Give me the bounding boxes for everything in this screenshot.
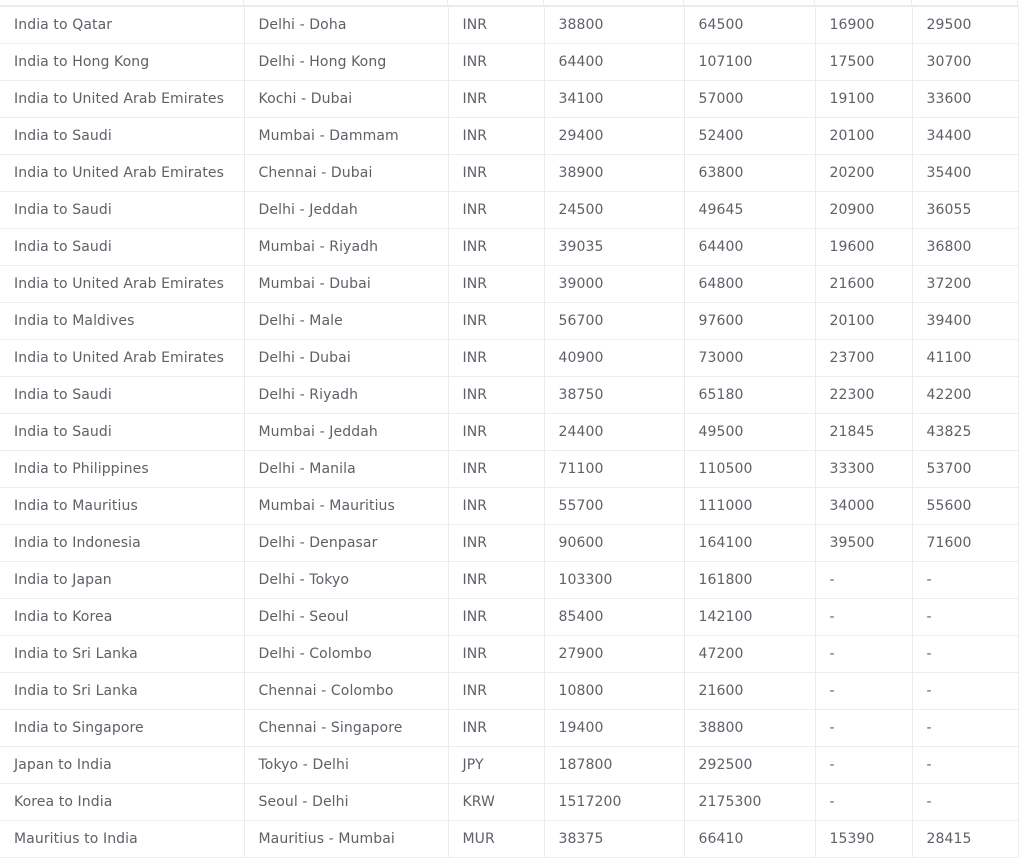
fare-3-cell: 16900	[815, 7, 912, 44]
sector-cell: Mumbai - Jeddah	[244, 414, 448, 451]
fare-4-cell: 71600	[912, 525, 1018, 562]
route-cell: India to Korea	[0, 599, 244, 636]
fare-1-cell: 71100	[544, 451, 684, 488]
table-row	[0, 710, 1018, 747]
fare-4-cell: 34400	[912, 118, 1018, 155]
fare-2-cell: 111000	[684, 488, 815, 525]
fare-2-cell: 64500	[684, 7, 815, 44]
fare-1-cell: 1517200	[544, 784, 684, 821]
currency-cell: INR	[448, 340, 544, 377]
fare-4-cell: 37200	[912, 266, 1018, 303]
fare-4-cell: -	[912, 673, 1018, 710]
route-cell: India to Saudi	[0, 192, 244, 229]
fare-2-cell: 64800	[684, 266, 815, 303]
fare-1-cell: 34100	[544, 81, 684, 118]
fare-4-cell: 30700	[912, 44, 1018, 81]
fare-2-cell: 21600	[684, 673, 815, 710]
fare-3-cell: 20200	[815, 155, 912, 192]
fare-3-cell: 33300	[815, 451, 912, 488]
fare-3-cell: -	[815, 747, 912, 784]
fare-3-cell: -	[815, 562, 912, 599]
fare-3-cell: -	[815, 710, 912, 747]
sector-cell: Delhi - Seoul	[244, 599, 448, 636]
fare-2-cell: 49500	[684, 414, 815, 451]
table-row	[0, 414, 1018, 451]
currency-cell: INR	[448, 266, 544, 303]
sector-cell: Delhi - Tokyo	[244, 562, 448, 599]
fare-4-cell: -	[912, 784, 1018, 821]
fare-2-cell: 57000	[684, 81, 815, 118]
fare-4-cell: 41100	[912, 340, 1018, 377]
route-cell: India to Saudi	[0, 118, 244, 155]
route-cell: India to Sri Lanka	[0, 636, 244, 673]
fare-4-cell: 55600	[912, 488, 1018, 525]
sector-cell: Delhi - Doha	[244, 7, 448, 44]
fare-4-cell: -	[912, 636, 1018, 673]
sector-cell: Delhi - Denpasar	[244, 525, 448, 562]
fare-1-cell: 187800	[544, 747, 684, 784]
currency-cell: INR	[448, 303, 544, 340]
currency-cell: INR	[448, 710, 544, 747]
fare-2-cell: 161800	[684, 562, 815, 599]
currency-cell: INR	[448, 7, 544, 44]
fare-4-cell: 39400	[912, 303, 1018, 340]
fare-4-cell: -	[912, 562, 1018, 599]
currency-cell: INR	[448, 155, 544, 192]
fare-4-cell: 36800	[912, 229, 1018, 266]
currency-cell: INR	[448, 636, 544, 673]
fare-2-cell: 66410	[684, 821, 815, 858]
fare-3-cell: 21600	[815, 266, 912, 303]
sector-cell: Seoul - Delhi	[244, 784, 448, 821]
sector-cell: Mumbai - Dubai	[244, 266, 448, 303]
route-cell: India to Maldives	[0, 303, 244, 340]
fare-1-cell: 90600	[544, 525, 684, 562]
route-cell: India to United Arab Emirates	[0, 81, 244, 118]
fare-1-cell: 38800	[544, 7, 684, 44]
table-row	[0, 340, 1018, 377]
route-cell: India to United Arab Emirates	[0, 155, 244, 192]
fare-3-cell: 20900	[815, 192, 912, 229]
currency-cell: INR	[448, 81, 544, 118]
route-cell: India to Saudi	[0, 377, 244, 414]
currency-cell: INR	[448, 599, 544, 636]
fare-3-cell: -	[815, 599, 912, 636]
route-cell: India to United Arab Emirates	[0, 340, 244, 377]
fare-4-cell: 36055	[912, 192, 1018, 229]
currency-cell: INR	[448, 229, 544, 266]
fare-3-cell: 34000	[815, 488, 912, 525]
sector-cell: Tokyo - Delhi	[244, 747, 448, 784]
route-cell: India to Philippines	[0, 451, 244, 488]
table-row	[0, 303, 1018, 340]
sector-cell: Kochi - Dubai	[244, 81, 448, 118]
sector-cell: Mumbai - Dammam	[244, 118, 448, 155]
fare-1-cell: 27900	[544, 636, 684, 673]
fare-1-cell: 24500	[544, 192, 684, 229]
fare-2-cell: 164100	[684, 525, 815, 562]
fare-2-cell: 52400	[684, 118, 815, 155]
sector-cell: Chennai - Colombo	[244, 673, 448, 710]
currency-cell: INR	[448, 488, 544, 525]
fare-1-cell: 38375	[544, 821, 684, 858]
table-row	[0, 7, 1018, 44]
fare-2-cell: 292500	[684, 747, 815, 784]
fare-3-cell: 20100	[815, 118, 912, 155]
fare-1-cell: 19400	[544, 710, 684, 747]
fare-3-cell: 39500	[815, 525, 912, 562]
route-cell: India to United Arab Emirates	[0, 266, 244, 303]
fare-2-cell: 47200	[684, 636, 815, 673]
sector-cell: Delhi - Riyadh	[244, 377, 448, 414]
fare-2-cell: 73000	[684, 340, 815, 377]
sector-cell: Delhi - Jeddah	[244, 192, 448, 229]
fare-4-cell: -	[912, 747, 1018, 784]
fare-2-cell: 65180	[684, 377, 815, 414]
sector-cell: Delhi - Hong Kong	[244, 44, 448, 81]
table-row	[0, 747, 1018, 784]
fare-1-cell: 64400	[544, 44, 684, 81]
fare-table-body	[0, 7, 1018, 858]
fare-1-cell: 103300	[544, 562, 684, 599]
currency-cell: INR	[448, 525, 544, 562]
route-cell: India to Saudi	[0, 414, 244, 451]
route-cell: India to Saudi	[0, 229, 244, 266]
fare-3-cell: 17500	[815, 44, 912, 81]
currency-cell: INR	[448, 377, 544, 414]
fare-2-cell: 142100	[684, 599, 815, 636]
fare-1-cell: 55700	[544, 488, 684, 525]
table-row	[0, 451, 1018, 488]
fare-1-cell: 24400	[544, 414, 684, 451]
currency-cell: INR	[448, 673, 544, 710]
table-row	[0, 192, 1018, 229]
fare-4-cell: -	[912, 599, 1018, 636]
sector-cell: Delhi - Dubai	[244, 340, 448, 377]
sector-cell: Chennai - Dubai	[244, 155, 448, 192]
fare-3-cell: 23700	[815, 340, 912, 377]
currency-cell: MUR	[448, 821, 544, 858]
fare-1-cell: 39035	[544, 229, 684, 266]
table-row	[0, 229, 1018, 266]
fare-3-cell: 15390	[815, 821, 912, 858]
table-row	[0, 118, 1018, 155]
currency-cell: INR	[448, 192, 544, 229]
currency-cell: INR	[448, 562, 544, 599]
route-cell: India to Sri Lanka	[0, 673, 244, 710]
table-row	[0, 673, 1018, 710]
fare-1-cell: 56700	[544, 303, 684, 340]
fare-4-cell: 43825	[912, 414, 1018, 451]
table-row	[0, 599, 1018, 636]
table-row	[0, 636, 1018, 673]
fare-table	[0, 6, 1018, 858]
fare-1-cell: 39000	[544, 266, 684, 303]
fare-2-cell: 64400	[684, 229, 815, 266]
fare-3-cell: 20100	[815, 303, 912, 340]
table-row	[0, 44, 1018, 81]
fare-4-cell: 33600	[912, 81, 1018, 118]
sector-cell: Delhi - Colombo	[244, 636, 448, 673]
route-cell: India to Qatar	[0, 7, 244, 44]
table-row	[0, 155, 1018, 192]
table-row	[0, 562, 1018, 599]
route-cell: Korea to India	[0, 784, 244, 821]
sector-cell: Delhi - Manila	[244, 451, 448, 488]
fare-2-cell: 49645	[684, 192, 815, 229]
fare-3-cell: -	[815, 636, 912, 673]
fare-3-cell: 19600	[815, 229, 912, 266]
fare-4-cell: 53700	[912, 451, 1018, 488]
table-row	[0, 525, 1018, 562]
route-cell: India to Mauritius	[0, 488, 244, 525]
route-cell: Mauritius to India	[0, 821, 244, 858]
currency-cell: JPY	[448, 747, 544, 784]
fare-4-cell: -	[912, 710, 1018, 747]
currency-cell: INR	[448, 414, 544, 451]
sector-cell: Mumbai - Riyadh	[244, 229, 448, 266]
table-row	[0, 784, 1018, 821]
fare-2-cell: 97600	[684, 303, 815, 340]
fare-1-cell: 40900	[544, 340, 684, 377]
sector-cell: Chennai - Singapore	[244, 710, 448, 747]
sector-cell: Mumbai - Mauritius	[244, 488, 448, 525]
fare-1-cell: 10800	[544, 673, 684, 710]
route-cell: India to Hong Kong	[0, 44, 244, 81]
fare-1-cell: 85400	[544, 599, 684, 636]
currency-cell: INR	[448, 44, 544, 81]
fare-3-cell: -	[815, 784, 912, 821]
currency-cell: KRW	[448, 784, 544, 821]
table-row	[0, 488, 1018, 525]
fare-2-cell: 110500	[684, 451, 815, 488]
sector-cell: Delhi - Male	[244, 303, 448, 340]
fare-1-cell: 29400	[544, 118, 684, 155]
table-row	[0, 81, 1018, 118]
fare-3-cell: 19100	[815, 81, 912, 118]
fare-1-cell: 38750	[544, 377, 684, 414]
route-cell: India to Japan	[0, 562, 244, 599]
fare-3-cell: -	[815, 673, 912, 710]
sector-cell: Mauritius - Mumbai	[244, 821, 448, 858]
fare-4-cell: 28415	[912, 821, 1018, 858]
currency-cell: INR	[448, 118, 544, 155]
fare-2-cell: 2175300	[684, 784, 815, 821]
fare-table-container	[0, 6, 1018, 858]
table-row	[0, 266, 1018, 303]
table-row	[0, 821, 1018, 858]
fare-4-cell: 42200	[912, 377, 1018, 414]
route-cell: Japan to India	[0, 747, 244, 784]
fare-4-cell: 35400	[912, 155, 1018, 192]
fare-2-cell: 38800	[684, 710, 815, 747]
fare-4-cell: 29500	[912, 7, 1018, 44]
fare-1-cell: 38900	[544, 155, 684, 192]
fare-3-cell: 21845	[815, 414, 912, 451]
fare-2-cell: 107100	[684, 44, 815, 81]
table-row	[0, 377, 1018, 414]
route-cell: India to Indonesia	[0, 525, 244, 562]
currency-cell: INR	[448, 451, 544, 488]
route-cell: India to Singapore	[0, 710, 244, 747]
fare-3-cell: 22300	[815, 377, 912, 414]
fare-2-cell: 63800	[684, 155, 815, 192]
